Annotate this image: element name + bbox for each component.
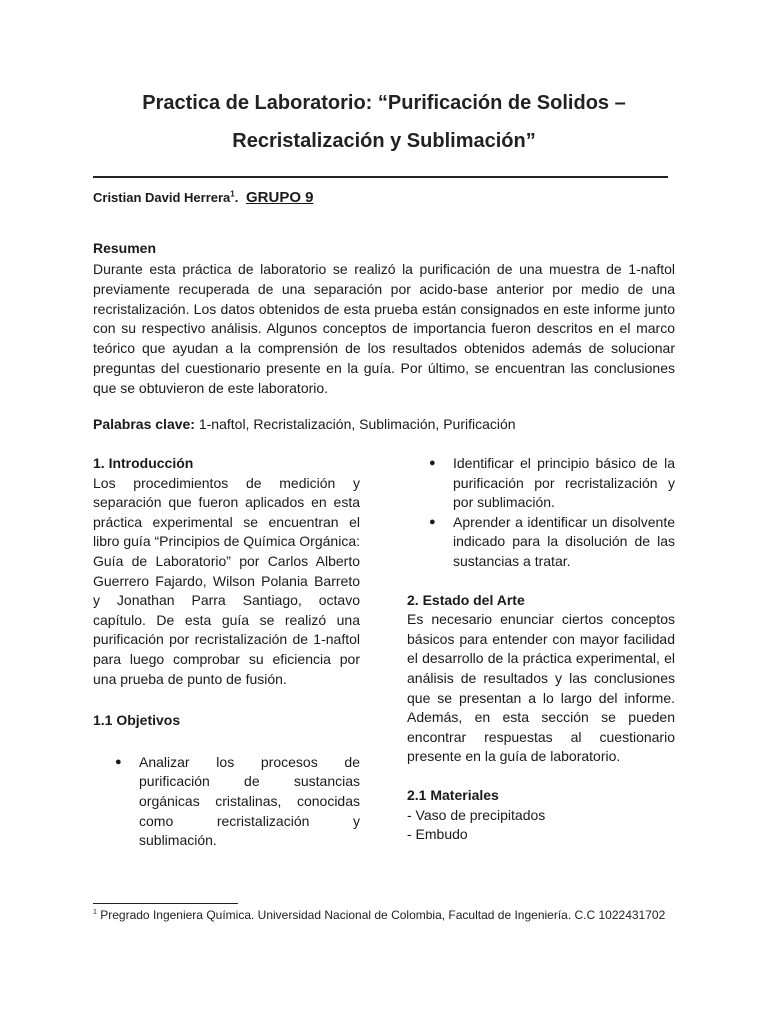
author-line bbox=[93, 189, 314, 206]
author-name: Cristian David Herrera bbox=[93, 190, 231, 205]
footnote-text: Pregrado Ingeniera Química. Universidad Nacional de Colombia, Facultad de Ingeniería. C.C 1022431702 bbox=[96, 908, 666, 922]
footnote bbox=[93, 908, 693, 923]
estado-arte-body: Es necesario enunciar ciertos conceptos básicos para entender con mayor facilidad el desarrollo de la práctica experimental, el análisis de resultados y las conclusiones que se presentan a lo largo del informe. Además, en esta sección se pueden encontrar respuestas al cuestionario presente en la guía de laboratorio. bbox=[407, 611, 675, 765]
document-title bbox=[60, 84, 708, 160]
title-line-2: Recristalización y Sublimación” bbox=[232, 130, 536, 152]
objetivo-item bbox=[407, 454, 675, 513]
bullet-icon: ● bbox=[429, 457, 436, 469]
footnote-mark: 1 bbox=[93, 909, 97, 916]
footnote-separator bbox=[93, 903, 238, 904]
objetivos-list-right bbox=[407, 454, 675, 572]
introduccion-heading: 1. Introducción bbox=[93, 455, 194, 471]
author-separator: . bbox=[234, 190, 239, 205]
estado-arte-heading: 2. Estado del Arte bbox=[407, 591, 525, 608]
objetivos-list-left bbox=[93, 753, 360, 851]
author-footnote-mark: 1 bbox=[230, 189, 235, 199]
bullet-icon: ● bbox=[429, 515, 436, 528]
title-line-1: Practica de Laboratorio: “Purificación de Solidos – bbox=[142, 92, 626, 114]
objetivo-item bbox=[93, 753, 360, 851]
keywords-value: 1-naftol, Recristalización, Sublimación, Purificación bbox=[198, 416, 516, 432]
title-underline bbox=[93, 176, 668, 178]
objetivo-text: Aprender a identificar un disolvente indicado para la disolución de las sustancias a tratar. bbox=[453, 513, 675, 569]
right-column bbox=[407, 454, 675, 845]
keywords-label: Palabras clave: bbox=[93, 416, 195, 432]
materiales-item: - Embudo bbox=[407, 826, 468, 843]
introduccion-body: Los procedimientos de medición y separación que fueron aplicados en esta práctica experimental se encuentran el libro guía “Principios de Química Orgánica: Guía de Laboratorio” por Carlos Alberto Guerrero Fajardo, Wilson Polania Barreto y Jonathan Parra Santiago, octavo capítulo. De esta guía se realizó una purificación por recristalización de 1-naftol para luego comprobar su eficiencia por una prueba de punto de fusión. bbox=[93, 474, 360, 687]
objetivo-text: Identificar el principio básico de la purificación por recristalización y por sublimación. bbox=[453, 455, 675, 511]
materiales-item: - Vaso de precipitados bbox=[407, 806, 546, 823]
bullet-icon: ● bbox=[115, 755, 122, 768]
resumen-heading: Resumen bbox=[93, 240, 157, 256]
materiales-heading: 2.1 Materiales bbox=[407, 786, 499, 803]
resumen-body: Durante esta práctica de laboratorio se realizó la purificación de una muestra de 1-naftol previamente recuperada de una separación por acido-base anterior por medio de una recristalización. Los datos obtenidos de esta prueba están consignados en este informe junto con su respectivo análisis. Algunos conceptos de importancia fueron descritos en el marco teórico que ayudan a la comprensión de los resultados obtenidos además de solucionar preguntas del cuestionario presente en la guía. Por último, se encuentran las conclusiones que se obtuvieron de este laboratorio. bbox=[93, 261, 675, 396]
objetivo-text: Analizar los procesos de purificación de sustancias orgánicas cristalinas, conocidas como recristalización y sublimación. bbox=[139, 753, 360, 849]
keywords-line bbox=[93, 416, 516, 432]
objetivo-item bbox=[407, 513, 675, 572]
objetivos-heading: 1.1 Objetivos bbox=[93, 712, 181, 729]
left-column bbox=[93, 454, 360, 851]
group-label: GRUPO 9 bbox=[245, 189, 314, 206]
